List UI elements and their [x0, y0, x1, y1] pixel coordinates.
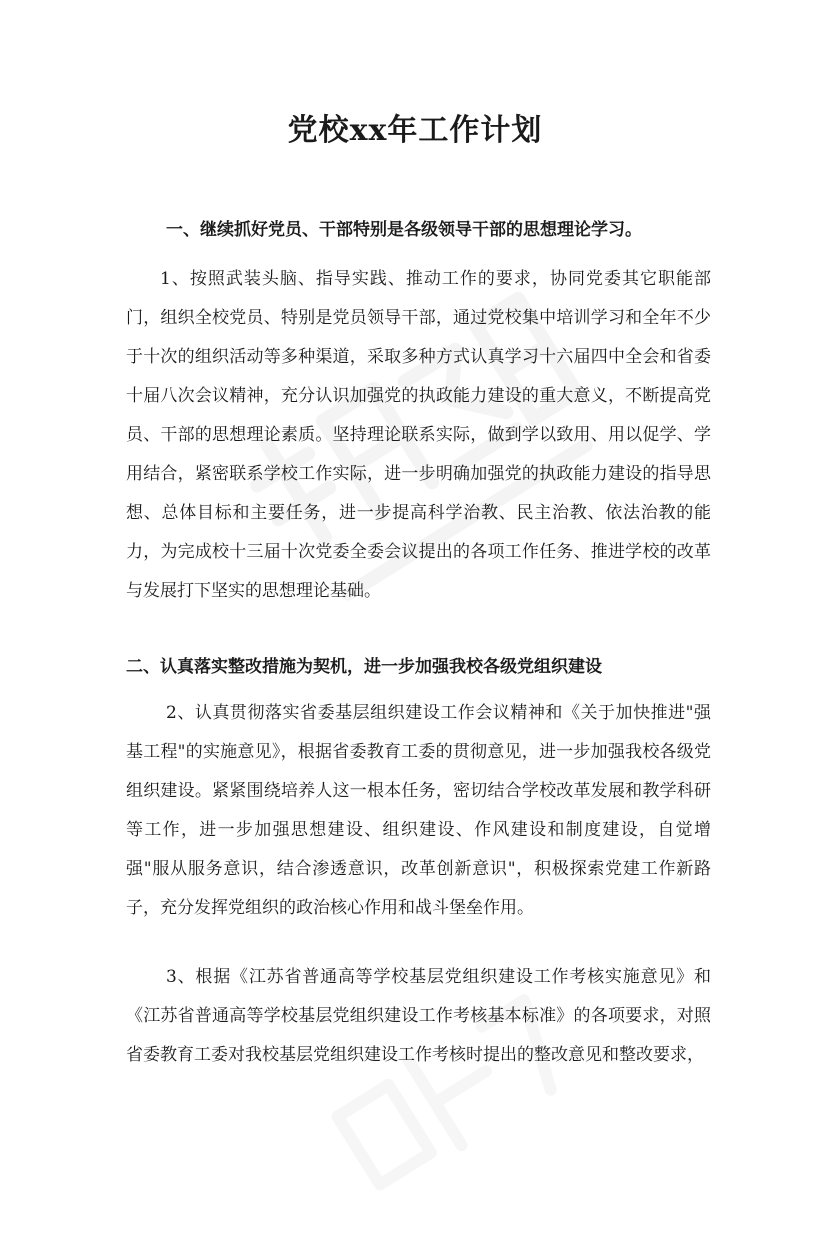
paragraph-2: 2、认真贯彻落实省委基层组织建设工作会议精神和《关于加快推进"强基工程"的实施意见》，根据省委教育工委的贯彻意见，进一步加强我校各级党组织建设。紧紧围绕培养人这一根本任务，密切结合学校改革发展和教学科研等工作，进一步加强思想建设、组织建设、作风建设和制度建设，自觉增强"服从服务意识，结合渗透意识，改革创新意识"，积极探索党建工作新路子，充分发挥党组织的政治核心作用和战斗堡垒作用。: [126, 703, 711, 918]
paragraph-3: 3、根据《江苏省普通高等学校基层党组织建设工作考核实施意见》和《江苏省普通高等学校基层党组织建设工作考核基本标准》的各项要求，对照省委教育工委对我校基层党组织建设工作考核时提出的整改意见和整改要求，: [126, 967, 711, 1065]
page-title: 党校xx年工作计划: [287, 113, 543, 148]
section-heading-2: 二、认真落实整改措施为契机，进一步加强我校各级党组织建设: [126, 657, 602, 677]
section-heading-1: 一、继续抓好党员、干部特别是各级领导干部的思想理论学习。: [166, 220, 642, 240]
paragraph-1: 1、按照武装头脑、指导实践、推动工作的要求，协同党委其它职能部门，组织全校党员、特别是党员领导干部，通过党校集中培训学习和全年不少于十次的组织活动等多种渠道，采取多种方式认真学习十六届四中全会和省委十届八次会议精神，充分认识加强党的执政能力建设的重大意义，不断提高党员、干部的思想理论素质。坚持理论联系实际，做到学以致用、用以促学、学用结合，紧密联系学校工作实际，进一步明确加强党的执政能力建设的指导思想、总体目标和主要任务，进一步提高科学治教、民主治教、依法治教的能力，为完成校十三届十次党委全委会议提出的各项工作任务、推进学校的改革与发展打下坚实的思想理论基础。: [126, 269, 711, 601]
